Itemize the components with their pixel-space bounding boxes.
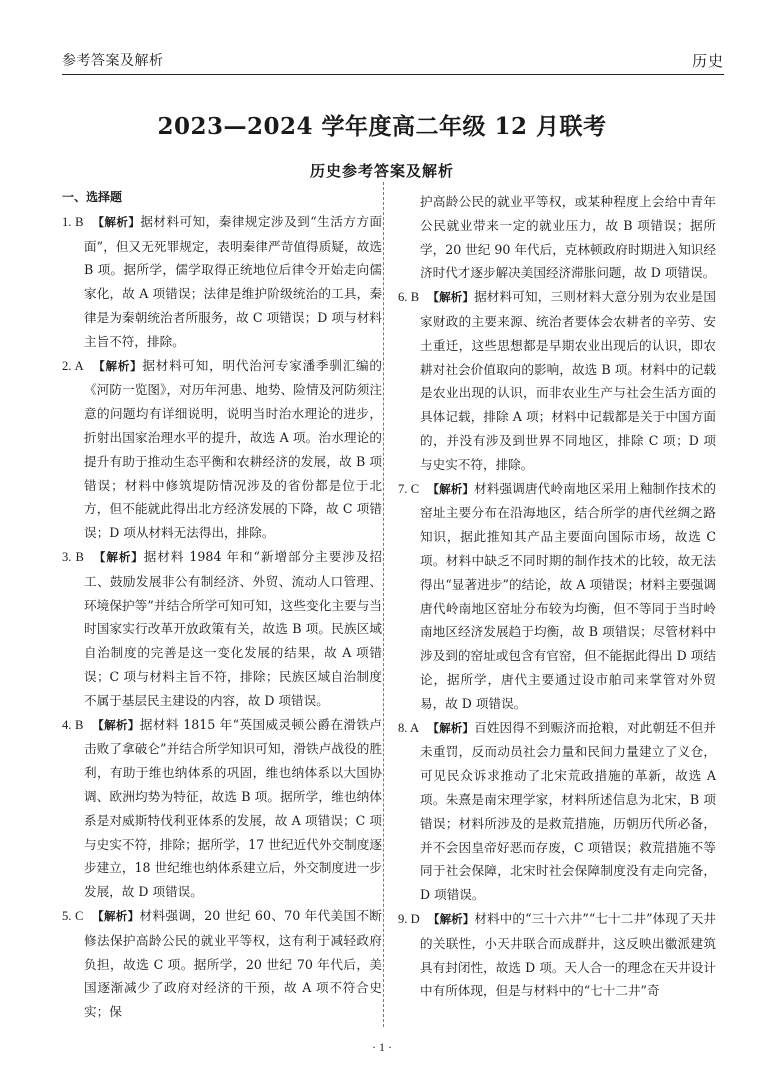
right-answer-list [398, 285, 716, 1003]
analysis-tag: 【解析】 [92, 908, 140, 923]
answer-number: 2. A [62, 358, 84, 373]
answer-item [398, 477, 716, 716]
analysis-tag: 【解析】 [92, 717, 140, 732]
analysis-text: 百姓因得不到赈济而抢粮，对此朝廷不但并未重罚，反而动员社会力量和民间力量建立了义仓，可见民众诉求推动了北宋荒政措施的革新，故选 A 项。朱熹是南宋理学家，材料所述信息为北宋，B 项错误；材料所涉及的是救荒措施，历朝历代所必备，并不会因皇帝好恶而存废，C 项错误；救荒措施不等同于社会保障，北宋时社会保障制度没有走向完备，D 项错误。 [420, 719, 717, 903]
continued-answer-text: 护高龄公民的就业平等权，或某种程度上会给中青年公民就业带来一定的就业压力，故 B 项错误；据所学，20 世纪 90 年代后，克林顿政府时期进入知识经济时代才逐步解决美国经济滞胀问题，故 D 项错误。 [420, 194, 716, 281]
document-subtitle: 历史参考答案及解析 [309, 162, 454, 180]
page-header [62, 46, 724, 75]
analysis-text: 材料中的“三十六井”“七十二井”体现了天井的关联性，小天井联合而成群井，这反映出徽派建筑具有封闭性，故选 D 项。天人合一的理念在天井设计中有所体现，但是与材料中的“七十二井”奇 [420, 910, 716, 999]
analysis-tag: 【解析】 [92, 214, 141, 229]
analysis-text: 据材料可知，明代治河专家潘季驯汇编的《河防一览图》，对历年河患、地势、险情及河防须注意的问题均有详细说明，说明当时治水理论的进步，折射出国家治理水平的提升，故选 A 项。治水理论的提升有助于推动生态平衡和农耕经济的发展，故 B 项错误；材料中修筑堤防情况涉及的省份都是位于北方，但不能就此得出北方经济发展的下降，故 C 项错误；D 项从材料无法得出，排除。 [84, 357, 383, 541]
document-title: 2023—2024 学年度高二年级 12 月联考 [157, 113, 607, 140]
answer-number: 9. D [398, 911, 420, 926]
header-left-label: 参考答案及解析 [62, 53, 164, 69]
header-subject-label: 历史 [691, 52, 724, 70]
answer-number: 7. C [398, 481, 420, 496]
analysis-tag: 【解析】 [427, 481, 475, 496]
analysis-text: 据材料可知，秦律规定涉及到“生活方方面面”，但又无死罪规定，表明秦律严苛值得质疑，故选 B 项。据所学，儒学取得正统地位后律令开始走向儒家化，故 A 项错误；法律是维护阶级统治的工具，秦律是为秦朝统治者所服务，故 C 项错误；D 项与材料主旨不符，排除。 [84, 213, 382, 349]
answer-number: 8. A [398, 720, 420, 735]
answer-item [62, 713, 382, 904]
analysis-tag: 【解析】 [93, 549, 144, 564]
answer-number: 3. B [62, 549, 84, 564]
answer-number: 4. B [62, 717, 84, 732]
analysis-text: 据材料 1984 年和“新增部分主要涉及招工、鼓励发展非公有制经济、外贸、流动人口管理、环境保护等”并结合所学可知可知，这些变化主要与当时国家实行改革开放政策有关，故选 B 项。民族区域自治制度的完善是这一变化发展的结果，故 A 项错误；C 项与材料主旨不符，排除；民族区域自治制度不属于基层民主建设的内容，故 D 项错误。 [84, 548, 382, 708]
left-answer-list [62, 210, 382, 1024]
analysis-tag: 【解析】 [428, 911, 475, 926]
section-heading: 一、选择题 [62, 190, 123, 204]
analysis-tag: 【解析】 [93, 358, 143, 373]
left-column [62, 186, 382, 1024]
right-column [398, 190, 716, 1003]
answer-item [62, 354, 382, 545]
analysis-text: 材料强调，20 世纪 60、70 年代美国不断修法保护高龄公民的就业平等权，这有利于减轻政府负担，故选 C 项。据所学，20 世纪 70 年代后，美国逐渐减少了政府对经济的干预，故 A 项不符合史实；保 [84, 907, 383, 1020]
analysis-text: 据材料可知，三则材料大意分别为农业是国家财政的主要来源、统治者要体会农耕者的辛劳、安土重迁，这些思想都是早期农业出现后的认识，即农耕对社会价值取向的影响，故选 B 项。材料中的记载是农业出现的认识，而非农业生产与社会生活方面的具体记载，排除 A 项；材料中记载都是关于中国方面的，并没有涉及到世界不同地区，排除 C 项；D 项与史实不符，排除。 [420, 289, 717, 472]
answer-number: 5. C [62, 908, 84, 923]
analysis-text: 据材料 1815 年“英国威灵顿公爵在滑铁卢击败了拿破仑”并结合所学知识可知，滑铁卢战役的胜利，有助于维也纳体系的巩固，维也纳体系以大国协调、欧洲均势为特征，故选 B 项。据所学，维也纳体系是对威斯特伐利亚体系的发展，故 A 项错误；C 项与史实不符，排除；据所学，17 世纪近代外交制度逐步建立，18 世纪维也纳体系建立后，外交制度进一步发展，故 D 项错误。 [84, 716, 383, 900]
answer-item [398, 907, 716, 1003]
answer-item [398, 716, 716, 907]
answer-number: 6. B [398, 290, 420, 305]
answer-item [62, 904, 382, 1024]
answer-item [62, 210, 382, 354]
answer-item [398, 285, 716, 476]
analysis-tag: 【解析】 [427, 720, 475, 735]
column-divider [383, 182, 384, 1027]
page-number: · 1 · [372, 1040, 392, 1054]
analysis-tag: 【解析】 [427, 290, 475, 305]
answer-item [62, 545, 382, 713]
analysis-text: 材料强调唐代岭南地区采用上釉制作技术的窑址主要分布在沿海地区，结合所学的唐代丝绸之路知识，据此推知其产品主要面向国际市场，故选 C 项。材料中缺乏不同时期的制作技术的比较，故无法得出“显著进步”的结论，故 A 项错误；材料主要强调唐代岭南地区窑址分布较为均衡，但不等同于当时岭南地区经济发展趋于均衡，故 B 项错误；尽管材料中涉及到的窑址或包含有官窑，但不能据此得出 D 项结论，据所学，唐代主要通过设市舶司来掌管对外贸易，故 D 项错误。 [420, 480, 717, 711]
answer-number: 1. B [62, 214, 84, 229]
